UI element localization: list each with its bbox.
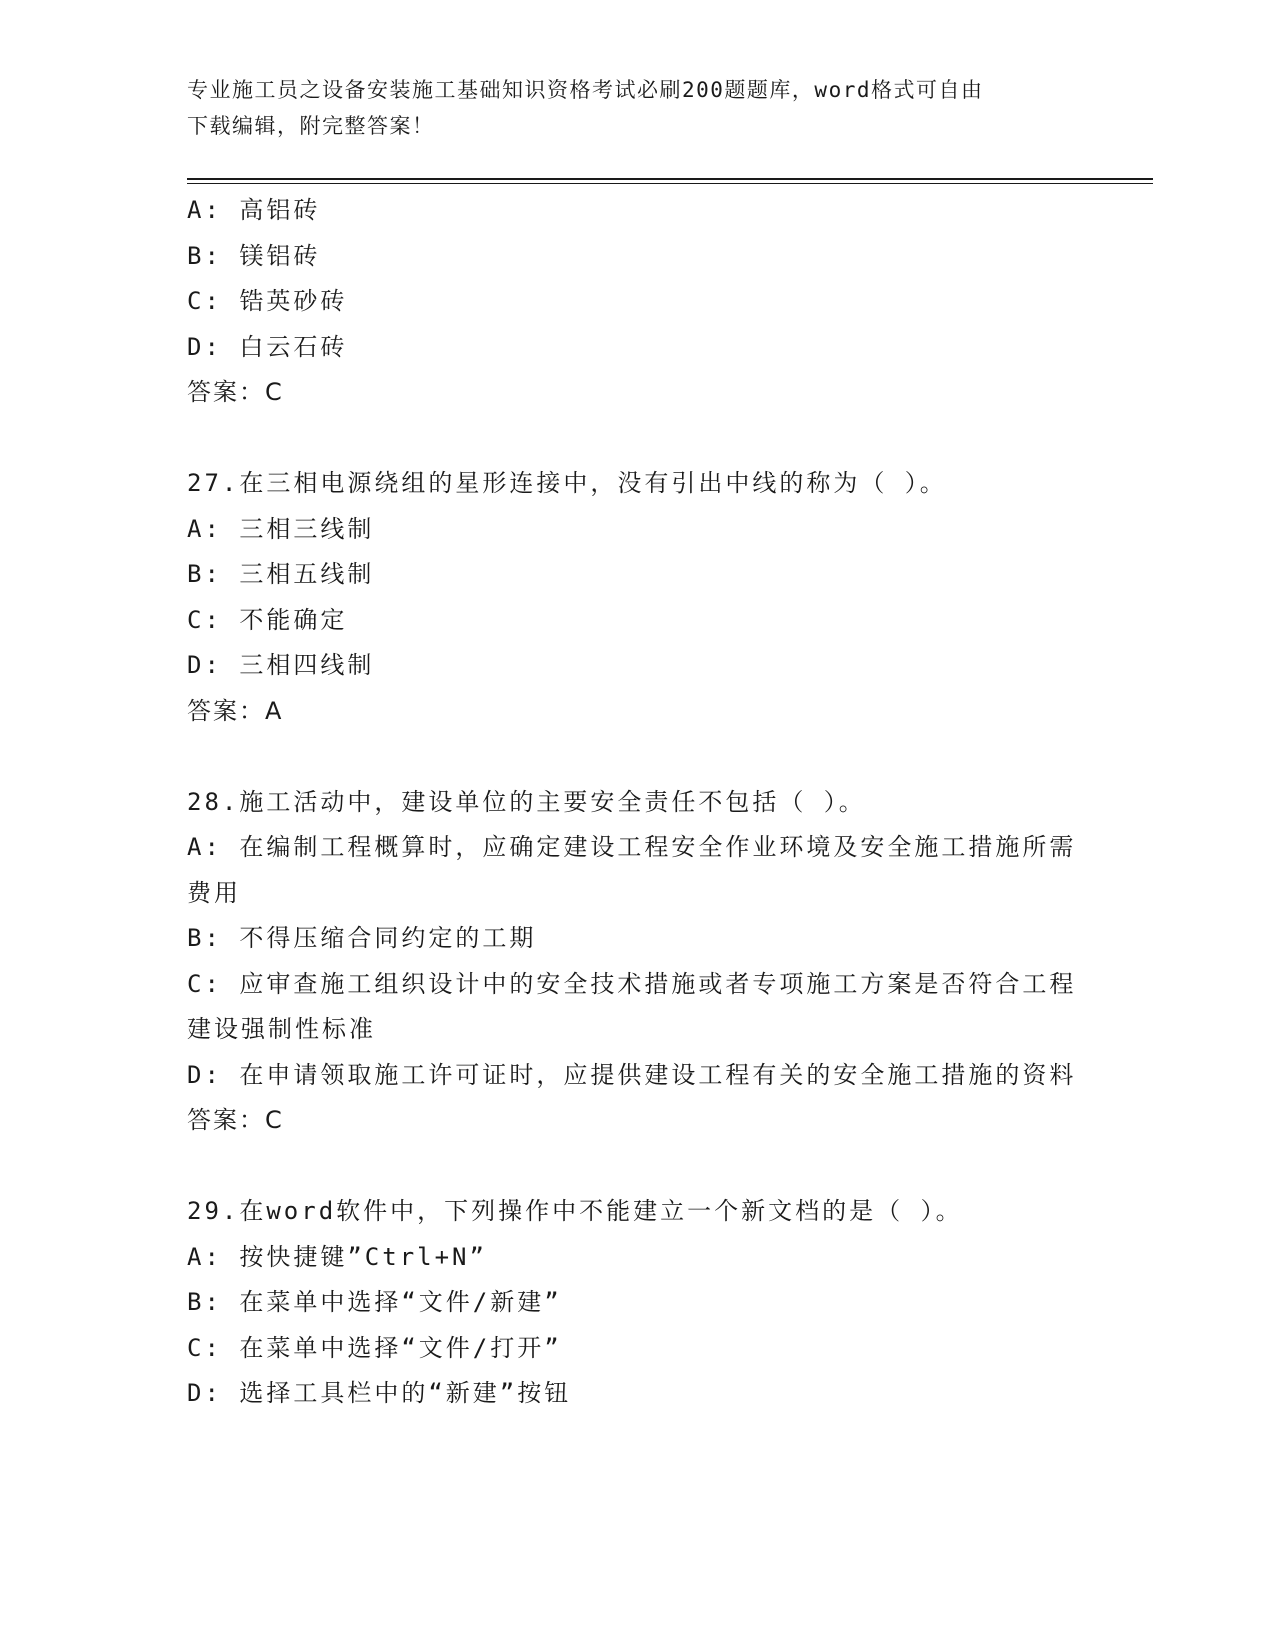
question-list — [187, 188, 1087, 1417]
option-c: C: 应审查施工组织设计中的安全技术措施或者专项施工方案是否符合工程建设强制性标准 — [187, 969, 1077, 1043]
document-header — [187, 72, 1067, 144]
option-a: A: 高铝砖 — [187, 196, 321, 224]
option-c: C: 锆英砂砖 — [187, 287, 348, 315]
option-a: A: 按快捷键”Ctrl+N” — [187, 1242, 487, 1271]
header-divider-thick — [187, 178, 1153, 180]
spacer — [187, 734, 1087, 780]
answer-text: 答案：C — [187, 1106, 284, 1134]
question-29-block — [187, 1189, 1087, 1417]
question-26-block — [187, 188, 1087, 416]
option-b: B: 镁铝砖 — [187, 241, 321, 270]
spacer — [187, 1144, 1087, 1190]
question-text: 27.在三相电源绕组的星形连接中，没有引出中线的称为（ ）。 — [187, 469, 947, 497]
option-b: B: 不得压缩合同约定的工期 — [187, 924, 537, 952]
question-text: 29.在word软件中，下列操作中不能建立一个新文档的是（ ）。 — [187, 1197, 963, 1225]
option-d: D: 白云石砖 — [187, 332, 348, 361]
header-line-1: 专业施工员之设备安装施工基础知识资格考试必刷200题题库，word格式可自由 — [187, 78, 984, 102]
option-b: B: 三相五线制 — [187, 560, 375, 588]
question-27-block — [187, 461, 1087, 734]
option-d: D: 在申请领取施工许可证时，应提供建设工程有关的安全施工措施的资料 — [187, 1060, 1077, 1089]
answer-text: 答案：C — [187, 378, 284, 406]
option-a: A: 在编制工程概算时，应确定建设工程安全作业环境及安全施工措施所需费用 — [187, 833, 1077, 907]
question-text: 28.施工活动中，建设单位的主要安全责任不包括（ ）。 — [187, 787, 866, 816]
option-a: A: 三相三线制 — [187, 514, 375, 543]
header-divider-thin — [187, 183, 1153, 184]
option-b: B: 在菜单中选择“文件/新建” — [187, 1288, 562, 1316]
option-c: C: 不能确定 — [187, 605, 348, 634]
header-line-2: 下载编辑，附完整答案！ — [187, 114, 435, 138]
option-c: C: 在菜单中选择“文件/打开” — [187, 1333, 562, 1362]
answer-text: 答案：A — [187, 696, 284, 725]
option-d: D: 三相四线制 — [187, 651, 375, 679]
spacer — [187, 416, 1087, 462]
option-d: D: 选择工具栏中的“新建”按钮 — [187, 1379, 572, 1407]
question-28-block — [187, 780, 1087, 1144]
